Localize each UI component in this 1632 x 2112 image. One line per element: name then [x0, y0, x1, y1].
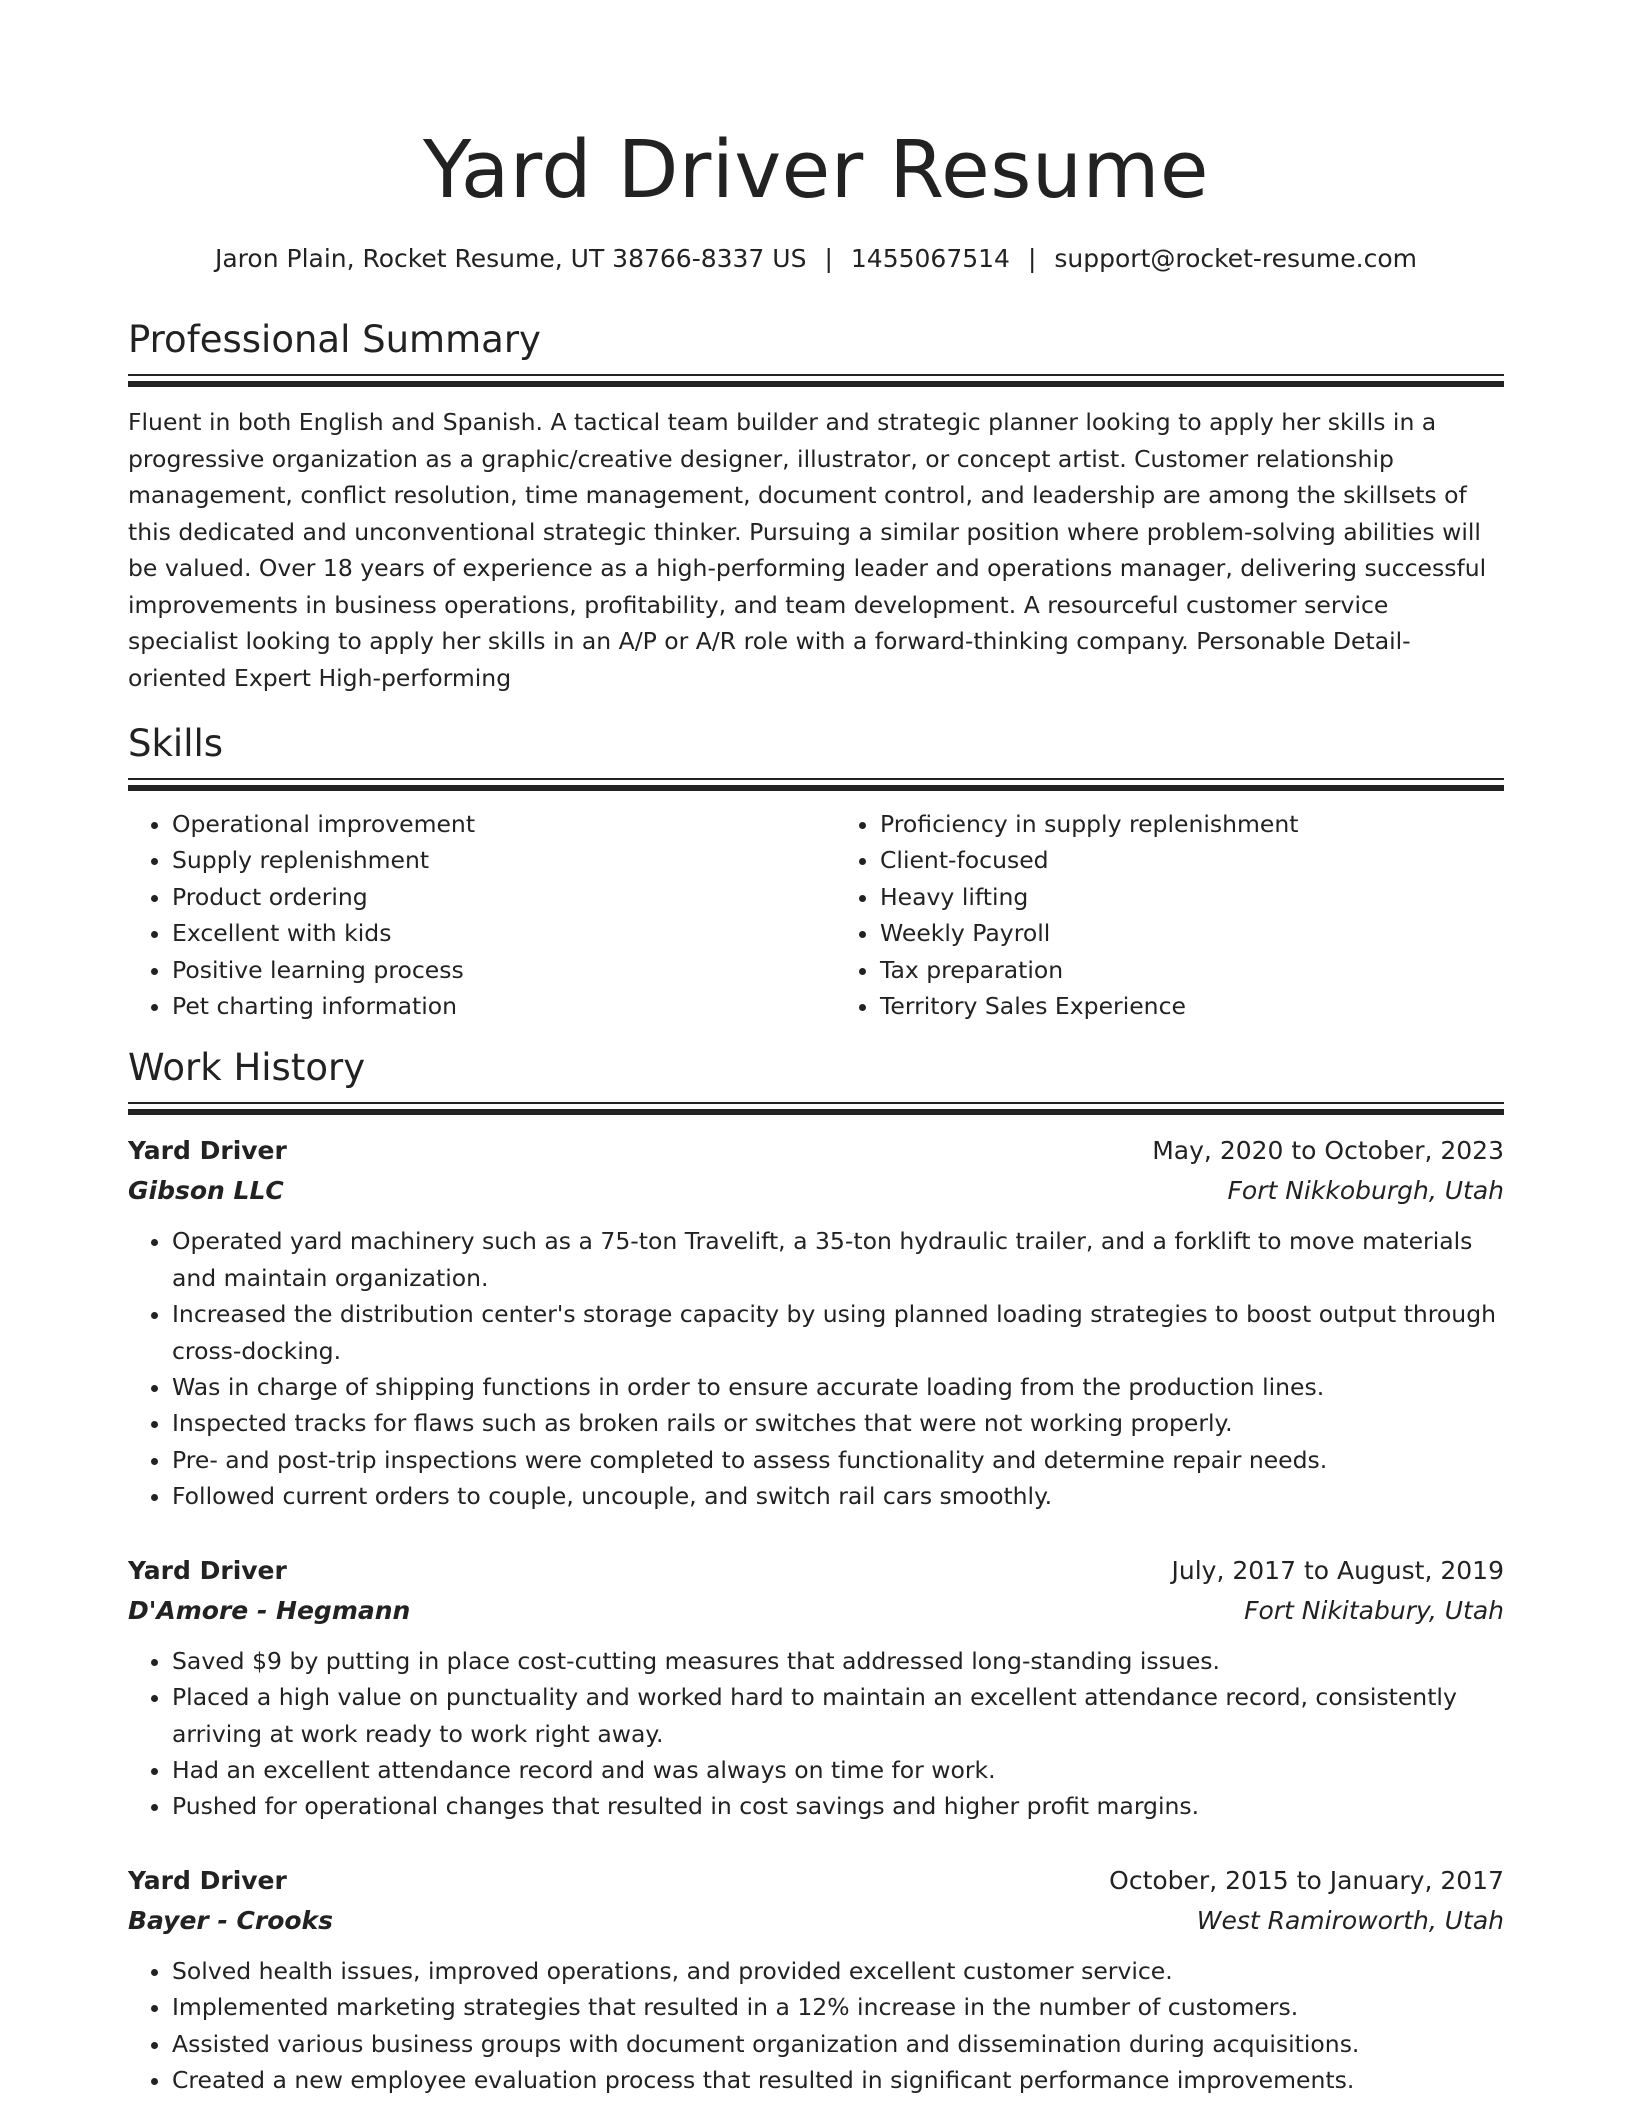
job-title: Yard Driver: [128, 1136, 287, 1166]
contact-line: [128, 242, 1504, 276]
job-bullet: • Was in charge of shipping functions in order to ensure accurate loading from the production lines.: [172, 1369, 1504, 1405]
skill-item: • Positive learning process: [172, 952, 796, 988]
job-location: West Ramiroworth, Utah: [1196, 1905, 1504, 1935]
job-location: Fort Nikitabury, Utah: [1244, 1595, 1504, 1625]
job-bullet: • Solved health issues, improved operations, and provided excellent customer service.: [172, 1953, 1504, 1989]
skills-grid: [128, 806, 1504, 1024]
job-bullet: • Saved $9 by putting in place cost-cutting measures that addressed long-standing issues.: [172, 1643, 1504, 1679]
professional-summary-section: [128, 316, 1504, 696]
contact-address: Jaron Plain, Rocket Resume, UT 38766-8337 US: [214, 244, 807, 273]
skill-item: • Weekly Payroll: [880, 915, 1504, 951]
job-bullets: [128, 1643, 1504, 1825]
job-entry: [128, 1551, 1504, 1825]
job-dates: July, 2017 to August, 2019: [1171, 1555, 1504, 1585]
job-bullet: • Pushed for operational changes that resulted in cost savings and higher profit margins.: [172, 1788, 1504, 1824]
work-history-section: [128, 1044, 1504, 2098]
section-heading-summary: Professional Summary: [128, 318, 541, 361]
contact-separator: |: [824, 244, 833, 273]
skill-item: • Supply replenishment: [172, 842, 796, 878]
skill-item: • Client-focused: [880, 842, 1504, 878]
skill-item: • Excellent with kids: [172, 915, 796, 951]
skill-item: • Operational improvement: [172, 806, 796, 842]
contact-separator: |: [1027, 244, 1037, 273]
job-company: D'Amore - Hegmann: [128, 1595, 411, 1625]
contact-phone: 1455067514: [850, 244, 1010, 273]
job-bullet: • Placed a high value on punctuality and worked hard to maintain an excellent attendance record, consistently arriving at work ready to work right away.: [172, 1679, 1504, 1752]
job-entry: [128, 1861, 1504, 2099]
job-dates: October, 2015 to January, 2017: [1109, 1865, 1504, 1895]
section-heading-work: Work History: [128, 1046, 366, 1090]
skills-list-left: [128, 806, 796, 1024]
job-bullet: • Inspected tracks for flaws such as broken rails or switches that were not working properly.: [172, 1405, 1504, 1441]
job-company: Bayer - Crooks: [128, 1905, 334, 1935]
resume-title: Yard Driver Resume: [422, 124, 1210, 216]
job-bullet: • Operated yard machinery such as a 75-ton Travelift, a 35-ton hydraulic trailer, and a forklift to move materials and maintain organization.: [172, 1223, 1504, 1296]
skills-list-right: [836, 806, 1504, 1024]
job-location: Fort Nikkoburgh, Utah: [1227, 1176, 1504, 1206]
skills-section: [128, 720, 1504, 1024]
job-company: Gibson LLC: [128, 1176, 284, 1206]
job-bullet: • Increased the distribution center's storage capacity by using planned loading strategies to boost output through cross-docking.: [172, 1296, 1504, 1369]
skill-item: • Tax preparation: [880, 952, 1504, 988]
summary-text: Fluent in both English and Spanish. A tactical team builder and strategic planner looking to apply her skills in a progressive organization as a graphic/creative designer, illustrator, or concept artist. Customer relationship management, conflict resolution, time management, document control, and leadership are among the skillsets of this dedicated and unconventional strategic thinker. Pursuing a similar position where problem-solving abilities will be valued. Over 18 years of experience as a high-performing leader and operations manager, delivering successful improvements in business operations, profitability, and team development. A resourceful customer service specialist looking to apply her skills in an A/P or A/R role with a forward-thinking company. Personable Detail-oriented Expert High-performing: [128, 408, 1487, 692]
skill-item: • Heavy lifting: [880, 879, 1504, 915]
job-bullet: • Assisted various business groups with document organization and dissemination during acquisitions.: [172, 2026, 1504, 2062]
job-bullet: • Had an excellent attendance record and was always on time for work.: [172, 1752, 1504, 1788]
job-bullet: • Implemented marketing strategies that resulted in a 12% increase in the number of customers.: [172, 1989, 1504, 2025]
job-dates: May, 2020 to October, 2023: [1152, 1136, 1504, 1166]
section-divider: [128, 374, 1504, 387]
job-bullet: • Created a new employee evaluation process that resulted in significant performance improvements.: [172, 2062, 1504, 2098]
section-heading-skills: Skills: [128, 722, 224, 765]
skill-item: • Territory Sales Experience: [880, 988, 1504, 1024]
job-bullets: [128, 1953, 1504, 2099]
section-divider: [128, 1102, 1504, 1115]
job-bullet: • Pre- and post-trip inspections were completed to assess functionality and determine repair needs.: [172, 1442, 1504, 1478]
job-bullet: • Followed current orders to couple, uncouple, and switch rail cars smoothly.: [172, 1478, 1504, 1514]
section-divider: [128, 778, 1504, 791]
job-title: Yard Driver: [128, 1865, 287, 1895]
job-entry: [128, 1131, 1504, 1514]
skill-item: • Product ordering: [172, 879, 796, 915]
skill-item: • Proficiency in supply replenishment: [880, 806, 1504, 842]
skill-item: • Pet charting information: [172, 988, 796, 1024]
job-bullets: [128, 1223, 1504, 1514]
job-title: Yard Driver: [128, 1555, 287, 1585]
contact-email: support@rocket-resume.com: [1054, 244, 1417, 273]
